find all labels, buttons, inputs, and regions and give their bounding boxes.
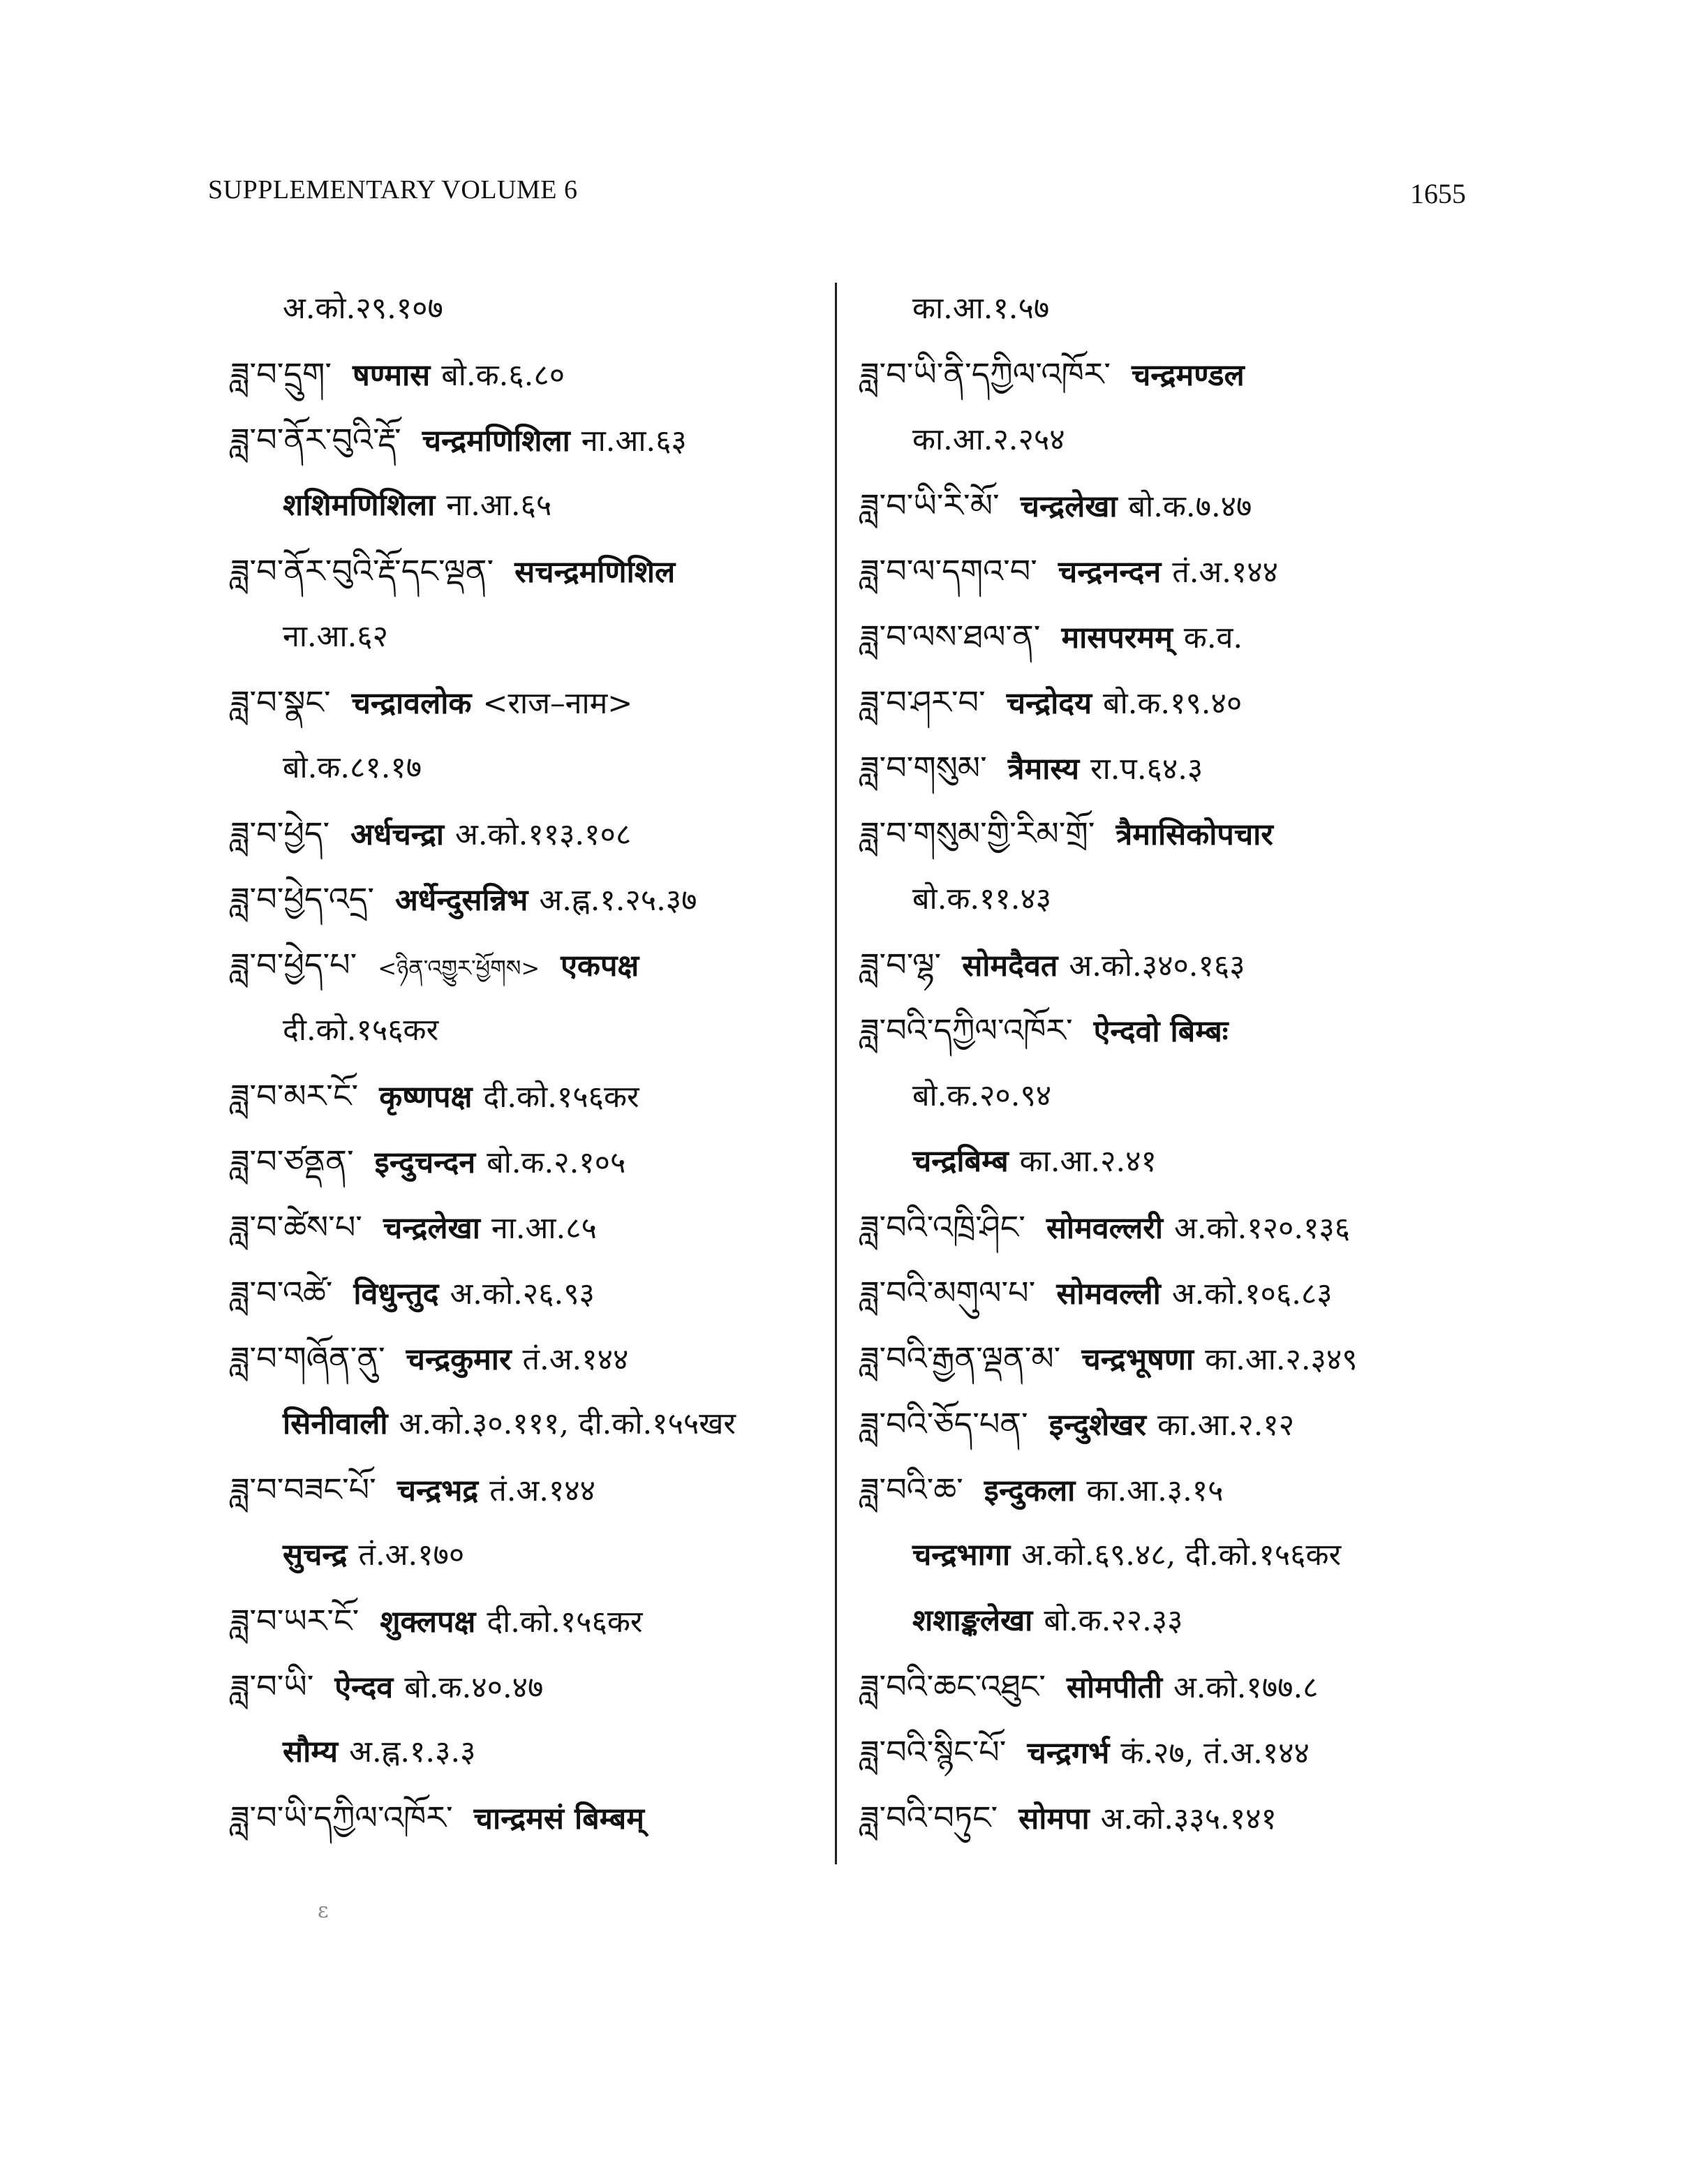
dictionary-entry: [860, 473, 1474, 538]
sanskrit-headword: सौम्य: [283, 1734, 339, 1769]
source-reference: अ.को.२६.९३: [450, 1277, 595, 1312]
tibetan-term: ཟླ་བ་ཡི་ནི་དཀྱིལ་འཁོར་: [860, 355, 1111, 393]
sanskrit-headword: सोमपा: [1018, 1802, 1090, 1836]
source-reference: अ.को.३०.१११, दी.को.१५५खर: [399, 1406, 736, 1441]
tibetan-term: ཟླ་བའི་ཆང་འཐུང་: [860, 1667, 1046, 1705]
tibetan-term: ཟླ་བའི་ཅོད་པན་: [860, 1405, 1028, 1443]
dictionary-entry: [860, 932, 1474, 997]
tibetan-term: ཟླ་བ་ཡི་: [230, 1667, 314, 1705]
tibetan-term: ཟླ་བ་བཟང་པོ་: [230, 1471, 376, 1508]
sanskrit-headword: शुक्लपक्ष: [380, 1605, 476, 1640]
dictionary-entry: [860, 1325, 1474, 1391]
source-reference: अ.को.११३.१०८: [455, 817, 632, 852]
tibetan-term: ཟླ་བའི་ཆ་: [860, 1471, 963, 1508]
dictionary-entry: [230, 1785, 817, 1850]
dictionary-entry: [860, 1260, 1474, 1325]
source-reference: अ.को.६९.४८, दी.को.१५६कर: [1021, 1538, 1342, 1573]
tibetan-term: ཟླ་བ་གཞོན་ནུ་: [230, 1339, 385, 1377]
dictionary-entry: [230, 669, 817, 735]
sanskrit-headword: चन्द्रभद्र: [396, 1473, 479, 1508]
tibetan-term: ཟླ་བ་ཡར་ངོ་: [230, 1602, 360, 1640]
source-reference: बो.क.१९.४०: [1103, 686, 1243, 721]
tibetan-term: ཟླ་བ་ནོར་བུའི་རྡོ་: [230, 421, 401, 459]
sanskrit-headword: सचन्द्रमणिशिल: [514, 555, 676, 590]
sanskrit-headword: सोमदैवत: [962, 949, 1058, 983]
sanskrit-headword: चन्द्रभागा: [912, 1538, 1011, 1573]
sanskrit-headword: चन्द्रबिम्ब: [912, 1144, 1009, 1179]
dictionary-entry: [230, 997, 817, 1063]
source-reference: दी.को.१५६कर: [483, 1080, 639, 1115]
source-reference: बो.क.२.१०५: [487, 1145, 626, 1180]
source-reference: ना.आ.६५: [446, 488, 552, 523]
tibetan-term: ཟླ་བ་ཙནྡན་: [230, 1143, 354, 1180]
source-reference: का.आ.२.४१: [1019, 1144, 1157, 1179]
source-reference: का.आ.१.५७: [912, 291, 1050, 326]
tibetan-term: ཟླ་བ་ལ་དགའ་བ་: [860, 552, 1037, 590]
source-reference: बो.क.७.४७: [1128, 489, 1252, 524]
sanskrit-headword: सिनीवाली: [283, 1406, 388, 1441]
source-reference: बो.क.२२.३३: [1044, 1603, 1183, 1638]
source-reference: अ.ह्न.१.३.३: [349, 1734, 476, 1769]
sanskrit-headword: अर्धेन्दुसन्निभ: [395, 883, 528, 918]
dictionary-entry: [860, 1522, 1474, 1588]
tibetan-term: ཟླ་བ་ཕྱེད་: [230, 815, 330, 852]
source-reference: का.आ.२.१२: [1157, 1408, 1295, 1443]
tibetan-term: ཟླ་བ་ཡི་རི་མོ་: [860, 486, 1000, 524]
footer-mark: ε: [318, 1899, 329, 1923]
source-reference: ना.आ.८५: [491, 1211, 597, 1246]
source-reference: दी.को.१५६कर: [487, 1605, 643, 1640]
dictionary-entry: [230, 866, 817, 932]
running-header-title: SUPPLEMENTARY VOLUME 6: [208, 175, 578, 205]
source-reference: अ.को.२९.१०७: [283, 291, 443, 326]
tibetan-term: ཟླ་བ་ཡི་དཀྱིལ་འཁོར་: [230, 1799, 453, 1836]
dictionary-entry: [860, 1588, 1474, 1654]
dictionary-entry: [860, 997, 1474, 1063]
sanskrit-headword: षण्मास: [353, 358, 431, 393]
source-reference: तं.अ.१४४: [1172, 555, 1278, 590]
tibetan-term: ཟླ་བ་གསུམ་གྱི་རིམ་གྲོ་: [860, 815, 1095, 852]
sanskrit-headword: चन्द्रमण्डल: [1131, 358, 1245, 393]
source-reference: का.आ.२.३४९: [1205, 1342, 1358, 1377]
tibetan-term: ཟླ་བ་མར་ངོ་: [230, 1077, 359, 1115]
dictionary-entry: [860, 276, 1474, 341]
source-reference: अ.को.१२०.१३६: [1173, 1211, 1351, 1246]
dictionary-entry: [230, 538, 817, 604]
tibetan-term: ཟླ་བ་ཕྱེད་འདྲ་: [230, 880, 375, 918]
dictionary-entry: [860, 1719, 1474, 1785]
tibetan-term: ཟླ་བའི་རྒྱན་ལྡན་མ་: [860, 1339, 1061, 1377]
dictionary-entry: [860, 1785, 1474, 1850]
tibetan-term: ཟླ་བའི་འཁྲི་ཤིང་: [860, 1208, 1025, 1246]
dictionary-entry: [230, 1391, 817, 1457]
dictionary-entry: [860, 735, 1474, 801]
dictionary-entry: [230, 1063, 817, 1129]
sanskrit-headword: चन्द्रोदय: [1006, 686, 1092, 721]
source-reference: ना.आ.६२: [283, 619, 389, 654]
tibetan-term: ཟླ་བའི་སྙིང་པོ་: [860, 1733, 1007, 1771]
source-reference: बो.क.२०.९४: [912, 1078, 1052, 1113]
sanskrit-headword: इन्दुशेखर: [1048, 1408, 1146, 1443]
tibetan-term: ཟླ་བ་གསུམ་: [860, 749, 987, 787]
dictionary-entry: [860, 407, 1474, 473]
sanskrit-headword: सुचन्द्र: [283, 1538, 348, 1573]
sanskrit-headword: एकपक्ष: [561, 949, 639, 983]
tibetan-term: ཟླ་བ་འཚེ་: [230, 1274, 333, 1312]
source-reference: बो.क.६.८०: [441, 358, 565, 393]
page-number: 1655: [1410, 178, 1466, 209]
dictionary-entry: [230, 407, 817, 473]
dictionary-entry: [230, 801, 817, 866]
dictionary-entry: [230, 473, 817, 538]
sanskrit-headword: चन्द्रगर्भ: [1027, 1736, 1110, 1771]
dictionary-entry: [230, 1194, 817, 1260]
dictionary-entry: [230, 1129, 817, 1194]
dictionary-entry: [230, 1522, 817, 1588]
sanskrit-headword: इन्दुचन्दन: [374, 1145, 476, 1180]
sanskrit-headword: त्रैमास्य: [1007, 752, 1080, 787]
sanskrit-headword: सोमवल्ली: [1056, 1277, 1161, 1312]
right-column: [860, 276, 1474, 1850]
dictionary-entry: [230, 341, 817, 407]
dictionary-entry: [860, 1129, 1474, 1194]
source-reference: का.आ.३.१५: [1086, 1473, 1224, 1508]
tibetan-term: ཟླ་བ་ཤར་བ་: [860, 683, 986, 721]
tibetan-term: ཟླ་བ་ཚེས་པ་: [230, 1208, 362, 1246]
sanskrit-headword: मासपरमम्: [1061, 621, 1173, 655]
source-reference: अ.को.१७७.८: [1173, 1670, 1319, 1705]
dictionary-entry: [860, 341, 1474, 407]
sanskrit-headword: चन्द्रनन्दन: [1058, 555, 1162, 590]
source-reference: अ.को.१०६.८३: [1171, 1277, 1333, 1312]
dictionary-entry: [230, 1457, 817, 1522]
dictionary-entry: [860, 669, 1474, 735]
source-reference: तं.अ.१४४: [489, 1473, 596, 1508]
source-reference: रा.प.६४.३: [1090, 752, 1203, 787]
tibetan-term: ཟླ་བ་སྣང་: [230, 683, 331, 721]
dictionary-entry: [860, 1194, 1474, 1260]
tibetan-term: ཟླ་བ་ལས་ཐལ་ན་: [860, 618, 1041, 655]
sanskrit-headword: शशिमणिशिला: [283, 488, 436, 523]
tibetan-term: ཟླ་བ་ལྷ་: [860, 946, 942, 983]
dictionary-entry: [230, 735, 817, 801]
sanskrit-headword: ऐन्दवो बिम्बः: [1093, 1014, 1229, 1049]
dictionary-entry: [230, 1260, 817, 1325]
source-reference: क.व.: [1183, 621, 1243, 655]
dictionary-entry: [230, 1719, 817, 1785]
source-reference: तं.अ.१४४: [522, 1342, 629, 1377]
sanskrit-headword: विधुन्तुद: [353, 1277, 439, 1312]
dictionary-entry: [860, 866, 1474, 932]
left-column: [230, 276, 817, 1850]
tibetan-term: ཟླ་བ་ནོར་བུའི་རྡོ་དང་ལྡན་: [230, 552, 494, 590]
source-reference: तं.अ.१७०: [358, 1538, 465, 1573]
sanskrit-headword: चन्द्रमणिशिला: [422, 424, 570, 459]
dictionary-entry: [860, 1063, 1474, 1129]
sanskrit-headword: चन्द्रलेखा: [1020, 489, 1118, 524]
dictionary-entry: [230, 1325, 817, 1391]
column-divider: [835, 283, 837, 1864]
dictionary-entry: [860, 801, 1474, 866]
dictionary-entry: [230, 932, 817, 997]
sanskrit-headword: चान्द्रमसं बिम्बम्: [473, 1802, 644, 1836]
sanskrit-headword: चन्द्रभूषणा: [1081, 1342, 1194, 1377]
sanskrit-headword: सोमपीती: [1066, 1670, 1163, 1705]
tibetan-term: ཟླ་བའི་དཀྱིལ་འཁོར་: [860, 1011, 1073, 1049]
dictionary-entry: [230, 604, 817, 669]
dictionary-entry: [860, 1457, 1474, 1522]
dictionary-entry: [860, 1654, 1474, 1719]
tibetan-term: ཟླ་བའི་བཏུང་: [860, 1799, 998, 1836]
sanskrit-headword: इन्दुकला: [984, 1473, 1076, 1508]
sanskrit-headword: ऐन्दव: [334, 1670, 394, 1705]
tibetan-term: ཟླ་བའི་མགུལ་པ་: [860, 1274, 1036, 1312]
dictionary-entry: [860, 1391, 1474, 1457]
sanskrit-headword: चन्द्रलेखा: [383, 1211, 480, 1246]
sanskrit-headword: कृष्णपक्ष: [379, 1080, 473, 1115]
grammar-note: <ཉིན་འགྱུར་ཕྱོགས>: [378, 955, 540, 981]
source-reference: कं.२७, तं.अ.१४४: [1120, 1736, 1310, 1771]
dictionary-entry: [230, 1654, 817, 1719]
source-reference: बो.क.८१.१७: [283, 750, 422, 785]
sanskrit-headword: त्रैमासिकोपचार: [1115, 817, 1273, 852]
source-reference: अ.को.३४०.१६३: [1069, 949, 1245, 983]
dictionary-entry: [230, 276, 817, 341]
sanskrit-headword: अर्धचन्द्रा: [350, 817, 444, 852]
tibetan-term: ཟླ་བ་ཕྱེད་པ་: [230, 946, 357, 983]
sanskrit-headword: सोमवल्लरी: [1046, 1211, 1163, 1246]
source-reference: बो.क.४०.४७: [404, 1670, 544, 1705]
dictionary-entry: [860, 538, 1474, 604]
sanskrit-headword: चन्द्रावलोक: [351, 686, 472, 721]
source-reference: अ.ह्न.१.२५.३७: [539, 883, 697, 918]
source-reference: का.आ.२.२५४: [912, 422, 1065, 457]
tibetan-term: ཟླ་བ་དྲུག་: [230, 355, 332, 393]
source-reference: बो.क.११.४३: [912, 882, 1052, 916]
sanskrit-headword: चन्द्रकुमार: [406, 1342, 512, 1377]
source-reference: अ.को.३३५.१४१: [1100, 1802, 1277, 1836]
source-reference: ना.आ.६३: [581, 424, 687, 459]
source-reference: <राज–नाम>: [482, 686, 633, 721]
dictionary-entry: [860, 604, 1474, 669]
sanskrit-headword: शशाङ्कलेखा: [912, 1603, 1033, 1638]
dictionary-entry: [230, 1588, 817, 1654]
source-reference: दी.को.१५६कर: [283, 1013, 439, 1048]
